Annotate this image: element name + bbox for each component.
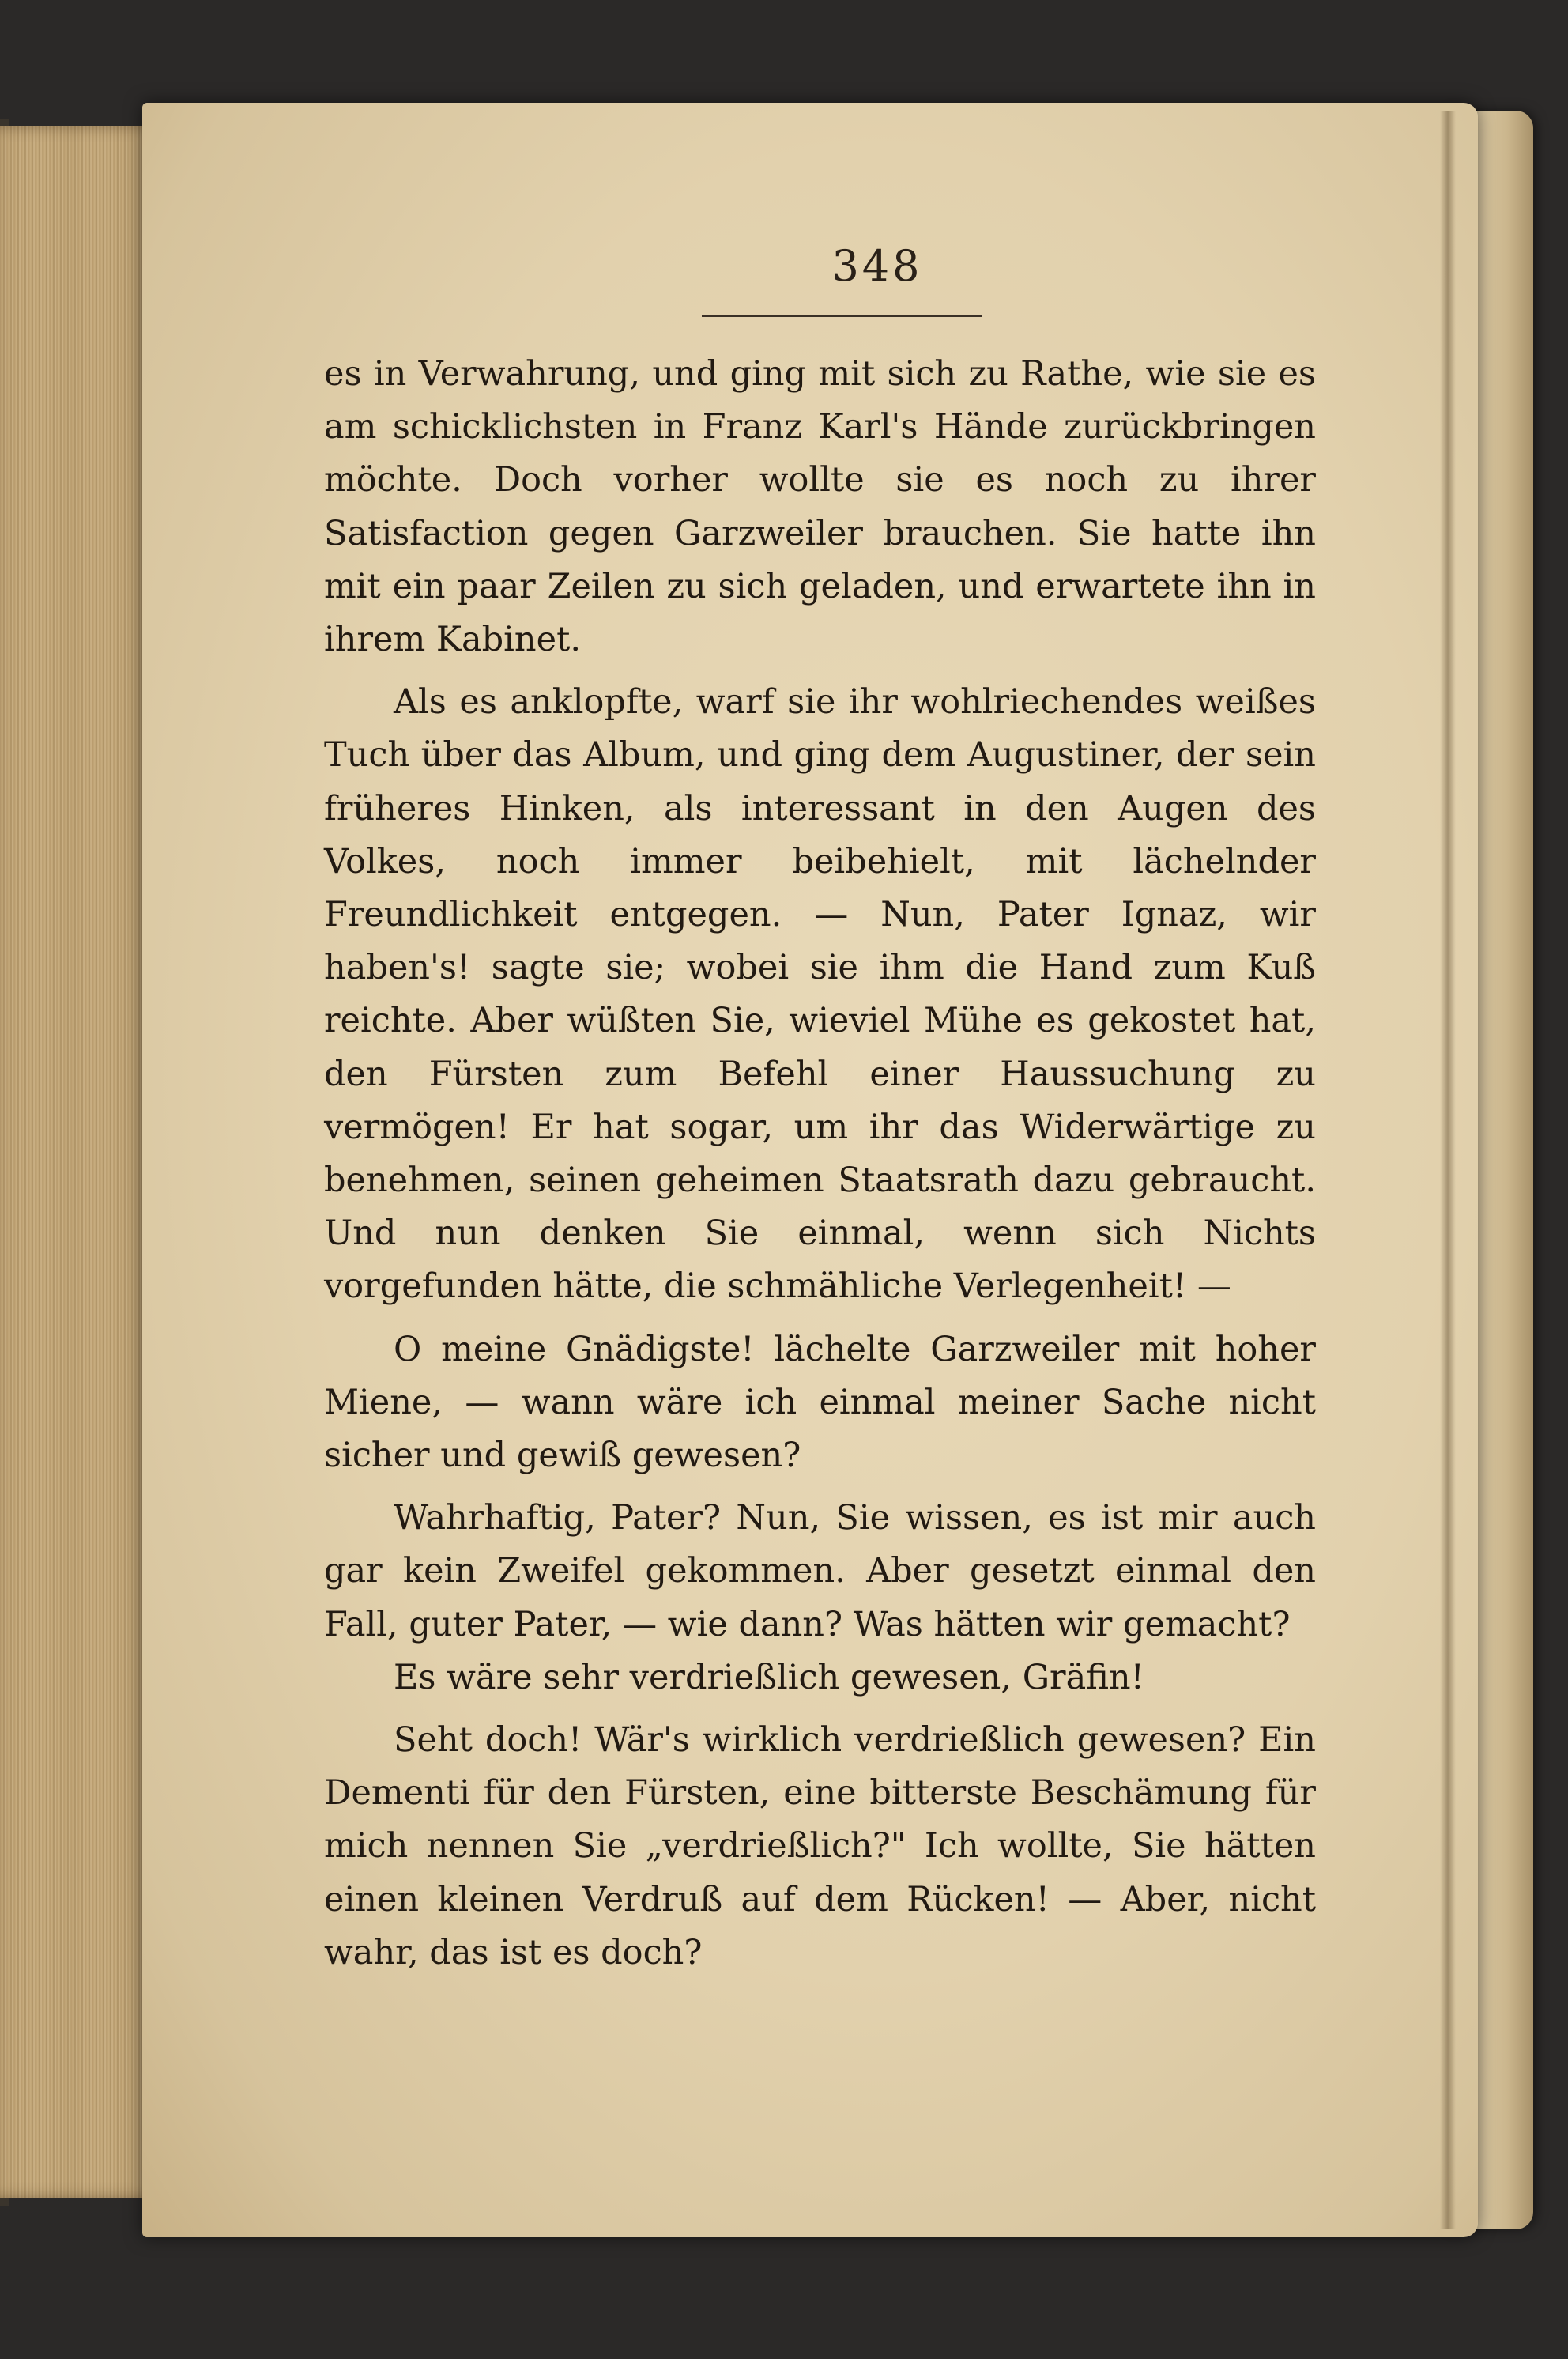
body-text: [324, 348, 1316, 1980]
paragraph: Als es anklopfte, warf sie ihr wohlriechendes weißes Tuch über das Album, und ging dem Augustiner, der sein früheres Hinken, als interessant in den Augen des Volkes, noch immer beibehielt, mit lächelnder Freundlichkeit entgegen. — Nun, Pater Ignaz, wir haben's! sagte sie; wobei sie ihm die Hand zum Kuß reichte. Aber wüßten Sie, wieviel Mühe es gekostet hat, den Fürsten zum Befehl einer Haussuchung zu vermögen! Er hat sogar, um ihr das Widerwärtige zu benehmen, seinen geheimen Staatsrath dazu gebraucht. Und nun denken Sie einmal, wenn sich Nichts vorgefunden hätte, die schmähliche Verlegenheit! —: [324, 682, 1316, 1307]
paragraph: Seht doch! Wär's wirklich verdrießlich gewesen? Ein Dementi für den Fürsten, eine bitterste Beschämung für mich nennen Sie „verdrießlich?" Ich wollte, Sie hätten einen kleinen Verdruß auf dem Rücken! — Aber, nicht wahr, das ist es doch?: [324, 1720, 1316, 1972]
paragraph: es in Verwahrung, und ging mit sich zu Rathe, wie sie es am schicklichsten in Franz Karl's Hände zurückbringen möchte. Doch vorher wollte sie es noch zu ihrer Satisfaction gegen Garzweiler brauchen. Sie hatte ihn mit ein paar Zeilen zu sich geladen, und erwartete ihn in ihrem Kabinet.: [324, 354, 1316, 660]
paragraph: Wahrhaftig, Pater? Nun, Sie wissen, es ist mir auch gar kein Zweifel gekommen. Aber gesetzt einmal den Fall, guter Pater, — wie dann? Was hätten wir gemacht?: [324, 1498, 1316, 1644]
book-gutter: [1440, 111, 1456, 2229]
stacked-page-edges: [0, 126, 158, 2198]
header-rule: [702, 315, 982, 317]
paragraph: Es wäre sehr verdrießlich gewesen, Gräfin!: [394, 1657, 1144, 1697]
paragraph: O meine Gnädigste! lächelte Garzweiler mit hoher Miene, — wann wäre ich einmal meiner Sache nicht sicher und gewiß gewesen?: [324, 1329, 1316, 1476]
page-number: 348: [831, 241, 923, 291]
